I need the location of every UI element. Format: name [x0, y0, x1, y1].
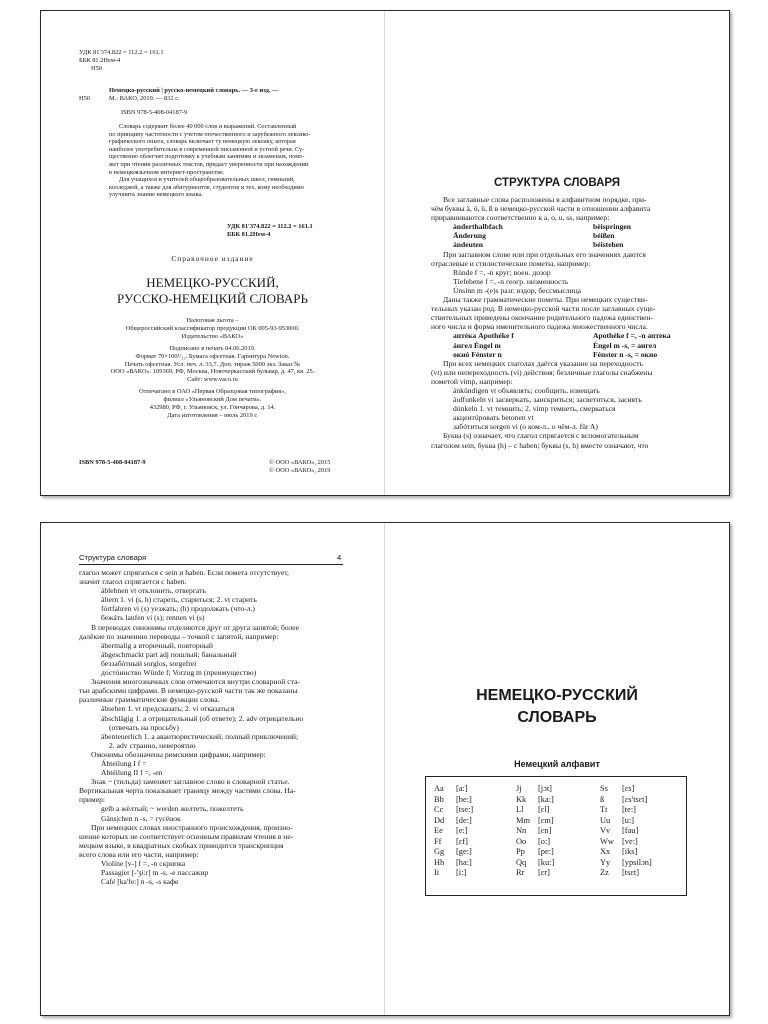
- structure-continued-text: [79, 568, 303, 886]
- alphabet-letter: Ii: [434, 868, 440, 877]
- text-line: мецком языке, в квадратных скобках приводится транскрипция: [79, 840, 284, 850]
- text-line: gelb a жёлтый; ~ werden желтеть, пожелтеть: [101, 804, 244, 814]
- alphabet-letter: Gg: [434, 847, 445, 856]
- text-line: забóтиться sorgen vi (о ком-л., о чём-л. für A): [453, 422, 598, 432]
- book-title-line-1: НЕМЕЦКО-РУССКИЙ,: [146, 275, 279, 290]
- alphabet-row: [434, 795, 672, 806]
- text-line: ánkündigen vt объявлять; сообщить, извещать: [453, 385, 600, 395]
- alphabet-pronunciation: [ha:]: [456, 857, 472, 867]
- description-line: Для учащихся и учителей общеобразовательных школ, гимназий,: [119, 176, 295, 184]
- description-line: в немецкоязычном интернет-пространстве.: [109, 168, 225, 176]
- author-sign: Н50: [91, 65, 103, 72]
- imprint-line: Дата изготовления – июль 2019 г.: [167, 411, 258, 419]
- alphabet-table: [434, 784, 672, 879]
- text-line: При заглавном слове или при отдельных его значениях даются: [443, 249, 646, 259]
- alphabet-heading: Немецкий алфавит: [514, 759, 600, 769]
- text-line: При всех немецких глаголах даётся указание на переходность: [443, 358, 643, 368]
- pair-left: Änderung: [453, 231, 486, 241]
- alphabet-pronunciation: [ɛl]: [538, 805, 550, 814]
- text-line: шение которых не соответствует основным правилам чтения в не-: [79, 831, 294, 841]
- pair-right: Éngel m -s, = ангел: [593, 340, 657, 350]
- alphabet-row: [434, 837, 672, 848]
- alphabet-pronunciation: [fau]: [622, 826, 639, 835]
- alphabet-pronunciation: [o:]: [538, 836, 551, 846]
- text-line: Вертикальная черта показывает границу между частями слова. На-: [79, 786, 296, 796]
- alphabet-letter: Xx: [600, 847, 611, 856]
- alphabet-letter: Oo: [516, 836, 527, 846]
- alphabet-pronunciation: [jɔt]: [538, 784, 552, 793]
- text-line: отраслевые и стилистические пометы, например:: [431, 258, 591, 268]
- structure-text: [431, 195, 671, 450]
- text-line: ábsehen 1. vt предсказать; 2. vi отказаться: [101, 704, 235, 714]
- text-line: приравниваются соответственно к a, o, u, ss, например:: [431, 213, 610, 223]
- text-line: тельных указан род. В немецко-русской части после заглавных суще-: [431, 304, 656, 314]
- text-line: Значения многозначных слов отмечаются внутри словарной ста-: [91, 677, 300, 687]
- alphabet-row: [434, 826, 672, 837]
- alphabet-pronunciation: [ypsilɔn]: [622, 857, 652, 867]
- imprint-line: Подписано в печать 04.06.2019.: [169, 344, 256, 352]
- text-line: значит глагол спрягается с haben.: [79, 577, 187, 587]
- imprint-line: Отпечатано в ОАО «Первая Образцовая типография»,: [139, 388, 286, 396]
- text-line: Знак ~ (тильда) заменяет заглавное слово в словарной статье.: [91, 777, 290, 787]
- text-line: Abtéilung II f =, -en: [101, 768, 163, 778]
- alphabet-letter: Kk: [516, 794, 527, 804]
- alphabet-letter: Ff: [434, 836, 442, 846]
- pair-right: bèispringen: [593, 222, 631, 232]
- alphabet-row: [434, 784, 672, 795]
- alphabet-row: [434, 805, 672, 816]
- pair-left: áнгел Éngel m: [453, 340, 501, 350]
- alphabet-row: [434, 868, 672, 879]
- imprint-line: Налоговая льгота –: [186, 317, 239, 324]
- text-line: fórtfahren vi (s) уезжать; (h) продолжать (что-л.): [101, 604, 255, 614]
- alphabet-row: [434, 816, 672, 827]
- text-line: ábenteuerlich 1. a авантюристический; полный приключений;: [101, 731, 299, 741]
- pair-right: béißen: [593, 231, 615, 241]
- alphabet-letter: Vv: [600, 826, 611, 835]
- description-line: Словарь содержит более 40 000 слов и выражений. Составленный: [119, 123, 297, 130]
- isbn-bottom: ISBN 978-5-408-04187-9: [79, 459, 146, 466]
- text-line: [431, 240, 671, 249]
- alphabet-letter: Uu: [600, 815, 611, 825]
- alphabet-letter: Dd: [434, 815, 445, 825]
- text-line: Даны также грамматические пометы. При немецких существи-: [443, 295, 648, 305]
- alphabet-pronunciation: [a:]: [456, 784, 468, 793]
- text-line: пример:: [79, 795, 106, 805]
- text-line: Gäns|chen n -s, = гусёнок: [101, 813, 181, 823]
- imprint-page: [41, 11, 384, 495]
- alphabet-letter: Rr: [516, 868, 525, 877]
- alphabet-letter: Yy: [600, 857, 611, 867]
- text-line: [431, 350, 671, 359]
- text-line: глаголом sein, буква (h) – с haben; буквы (s, h) вместе означают, что: [431, 440, 649, 450]
- alphabet-pronunciation: [pe:]: [538, 847, 554, 856]
- alphabet-pronunciation: [ɛs'tsɛt]: [622, 794, 648, 804]
- udk-code-2: УДК 81'374.822 = 112.2 = 161.1: [227, 223, 313, 230]
- text-line: Únsinn m -(e)s разг. вздор, бессмыслица: [453, 285, 582, 295]
- top-spread: [40, 10, 730, 496]
- alphabet-letter: Cc: [434, 805, 444, 814]
- alphabet-row: [434, 858, 672, 869]
- alphabet-letter: Pp: [516, 847, 525, 856]
- alphabet-pronunciation: [i:]: [456, 868, 467, 877]
- description-line: графического опыта, словарь включает ту немецкую лексику, которая: [109, 138, 296, 146]
- alphabet-pronunciation: [de:]: [456, 815, 472, 825]
- description-line: жет при чтении различных текстов, придаст уверенности при нахождении: [109, 160, 309, 168]
- text-line: [431, 341, 671, 350]
- text-line: бежáть laufen vi (s); rennen vi (s): [101, 613, 205, 623]
- text-line: акцентúровать betonen vt: [453, 413, 534, 423]
- text-line: В переводах синонимы отделяются друг от друга запятой; более: [91, 622, 300, 632]
- description-line: по принципу частотности с учетом отечественного и зарубежного лексико-: [109, 130, 311, 138]
- text-line: Ábteilung I f =: [101, 758, 147, 768]
- page-number: 4: [337, 553, 342, 562]
- description-line: колледжей, а также для абитуриентов, студентов и тех, кому необходимо: [109, 183, 304, 191]
- text-line: 2. adv странно, невероятно: [109, 740, 196, 750]
- publisher-entry: М.: ВАКО, 2019. — 832 с.: [109, 95, 180, 102]
- structure-page-3: [385, 11, 729, 495]
- udk-code: УДК 81'374.822 = 112.2 = 161.1: [79, 49, 164, 56]
- description-block: [109, 123, 311, 199]
- bottom-spread: [40, 522, 730, 1016]
- edition-type: Справочное издание: [171, 254, 254, 263]
- alphabet-box: [425, 776, 687, 896]
- text-line: пометой vimp, например:: [431, 376, 513, 386]
- text-line: Tíefebene f =, -n геогр. низменность: [453, 276, 569, 286]
- running-header: Структура словаря: [79, 553, 147, 562]
- text-line: Ründe f =, -n круг; воен. дозор: [453, 267, 551, 277]
- alphabet-letter: Aa: [434, 784, 444, 793]
- alphabet-pronunciation: [ka:]: [538, 794, 554, 804]
- structure-page-4: [41, 523, 384, 1015]
- pair-right: Fénster n -s, = окно: [593, 349, 658, 359]
- alphabet-letter: Hh: [434, 857, 445, 867]
- structure-heading: СТРУКТУРА СЛОВАРЯ: [493, 177, 621, 189]
- alphabet-letter: Ww: [600, 836, 614, 846]
- text-line: При немецких словах иностранного происхождения, произно-: [91, 822, 293, 832]
- header-rule: [79, 564, 343, 565]
- imprint-line: филиал «Ульяновский Дом печати».: [163, 396, 262, 404]
- alphabet-pronunciation: [ku:]: [538, 857, 555, 867]
- text-line: ábgeschmackt part adj пошлый; банальный: [101, 649, 237, 659]
- text-line: чём буквы ä, ö, ü, ß в немецко-русской части в отношении алфавита: [431, 204, 651, 214]
- alphabet-letter: Ss: [600, 784, 608, 793]
- alphabet-pronunciation: [ɛm]: [538, 815, 554, 825]
- text-line: (отвечать на просьбу): [109, 722, 179, 732]
- alphabet-letter: Nn: [516, 826, 527, 835]
- text-line: Все заглавные слова расположены в алфавитном порядке, при-: [443, 195, 647, 204]
- author-sign-left: Н50: [79, 95, 91, 102]
- text-line: ствительных приведены окончание родительного падежа единствен-: [431, 313, 654, 323]
- text-line: [431, 231, 671, 240]
- alphabet-letter: Bb: [434, 794, 444, 804]
- pair-left: ándeuten: [453, 240, 483, 250]
- alphabet-letter: ß: [600, 794, 605, 804]
- dictionary-title-page: [385, 523, 729, 1015]
- text-line: Passagíer [-'ʒi:r] m -s, -e пассажир: [101, 868, 209, 878]
- copyright-2015: © ООО «ВАКО», 2015: [269, 459, 331, 466]
- text-line: áblehnen vt отклонить, отвергать: [101, 586, 206, 596]
- imprint-line: Издательство «ВАКО»: [181, 332, 244, 340]
- alphabet-letter: Ll: [516, 805, 524, 814]
- description-line: наиболее употребительна в современной письменной и устной речи. Су-: [109, 145, 305, 153]
- bbk-code: ББК 81.2Нем-4: [79, 57, 121, 64]
- pair-left: окнó Fénster n: [453, 349, 502, 359]
- text-line: ábschlägig 1. a отрицательный (об ответе); 2. adv отрицательно: [101, 713, 304, 723]
- imprint-line: ООО «ВАКО». 109369, РФ, Москва, Новочеркасский бульвар, д. 47, кв. 25.: [110, 368, 315, 376]
- text-line: тьи арабскими цифрами. В немецко-русской части так же показаны: [79, 686, 298, 696]
- imprint-line: Формат 70×100¹/₃₂. Бумага офсетная. Гарнитура Newton.: [135, 352, 290, 360]
- text-line: различные грамматические функции слова.: [79, 695, 220, 705]
- alphabet-pronunciation: [ɛf]: [456, 836, 468, 846]
- alphabet-letter: Mm: [516, 815, 530, 825]
- text-line: áuffunkeln vi засверкать, заискриться; засветиться, засиять: [453, 395, 642, 405]
- description-line: улучшить знание немецкого языка.: [109, 191, 203, 199]
- alphabet-pronunciation: [u:]: [622, 815, 635, 825]
- alphabet-letter: Ee: [434, 826, 443, 835]
- text-line: ного числа и форма именительного падежа множественного числа.: [431, 322, 648, 332]
- text-line: [431, 222, 671, 231]
- alphabet-pronunciation: [te:]: [622, 805, 636, 814]
- text-line: dúnkeln 1. vt темнить; 2. vimp темнеть, смеркаться: [453, 404, 616, 414]
- text-line: [431, 331, 671, 340]
- imprint-line: Печать офсетная. Усл. печ. л. 33,7. Доп. тираж 5000 экз. Заказ №: [124, 360, 301, 368]
- text-line: далёкие по значению переводы – точкой с запятой, например:: [79, 631, 279, 641]
- book-title-entry: Немецко-русский | русско-немецкий словарь. — 3-е изд. —: [109, 87, 279, 94]
- alphabet-row: [434, 847, 672, 858]
- alphabet-pronunciation: [ɛs]: [622, 784, 635, 793]
- alphabet-pronunciation: [ve:]: [622, 836, 638, 846]
- text-line: Буква (s) означает, что глагол спрягается с вспомогательным: [443, 431, 639, 441]
- alphabet-pronunciation: [tsɛt]: [622, 868, 640, 877]
- alphabet-pronunciation: [ɛr]: [538, 868, 550, 877]
- text-line: ábermalig a вторичный, повторный: [101, 640, 213, 650]
- alphabet-letter: Qq: [516, 857, 527, 867]
- pair-left: ànderthalbfach: [453, 222, 503, 232]
- text-line: áltern 1. vi (s, h) стареть, стариться; 2. vt старить: [101, 595, 257, 605]
- imprint-block: [41, 317, 384, 420]
- alphabet-pronunciation: [be:]: [456, 794, 472, 804]
- pair-right: béistehen: [593, 240, 624, 250]
- text-line: беззабóтный sorglos, sorgefrei: [101, 658, 197, 668]
- alphabet-letter: Jj: [516, 784, 522, 793]
- text-line: глагол может спрягаться с sein и haben. Если помета отсутствует,: [79, 568, 289, 577]
- dictionary-title-line-1: НЕМЕЦКО-РУССКИЙ: [476, 687, 638, 704]
- alphabet-letter: Zz: [600, 868, 609, 877]
- text-line: Violíne [v-] f =, -n скрипка: [101, 859, 186, 868]
- isbn-line: ISBN 978-5-408-04187-9: [121, 109, 188, 116]
- description-line: щественно облегчит подготовку к учебным занятиям и экзаменам, помо-: [109, 153, 305, 161]
- text-line: достóинство Würde f; Vorzug m (преимущество): [101, 668, 257, 678]
- alphabet-pronunciation: [ge:]: [456, 847, 472, 856]
- copyright-2019: © ООО «ВАКО», 2019: [269, 467, 331, 474]
- bbk-code-2: ББК 81.2Нем-4: [227, 231, 271, 238]
- alphabet-pronunciation: [iks]: [622, 847, 638, 856]
- book-title-line-2: РУССКО-НЕМЕЦКИЙ СЛОВАРЬ: [117, 291, 308, 306]
- text-line: всего слова или его части, например:: [79, 849, 199, 859]
- imprint-line: Сайт: www.vaco.ru: [187, 376, 238, 384]
- dictionary-title-line-2: СЛОВАРЬ: [517, 709, 597, 726]
- alphabet-pronunciation: [e:]: [456, 826, 468, 835]
- imprint-line: 432980, РФ, г. Ульяновск, ул. Гончарова, д. 14.: [149, 404, 276, 412]
- text-line: Омонимы обозначены римскими цифрами, например:: [91, 749, 266, 759]
- pair-right: Apothéke f =, -n аптека: [593, 331, 671, 341]
- imprint-line: Общероссийский классификатор продукции ОК 005-93-953000.: [125, 324, 300, 332]
- text-line: (vt) или непереходность (vi) действия; безличные глаголы снабжены: [431, 367, 653, 377]
- text-line: Café [ka'fe:] n -s, -s кафе: [101, 877, 179, 887]
- alphabet-pronunciation: [tse:]: [456, 805, 474, 814]
- pair-left: аптéка Apothéke f: [453, 331, 514, 341]
- alphabet-pronunciation: [ɛn]: [538, 826, 552, 835]
- alphabet-letter: Tt: [600, 805, 608, 814]
